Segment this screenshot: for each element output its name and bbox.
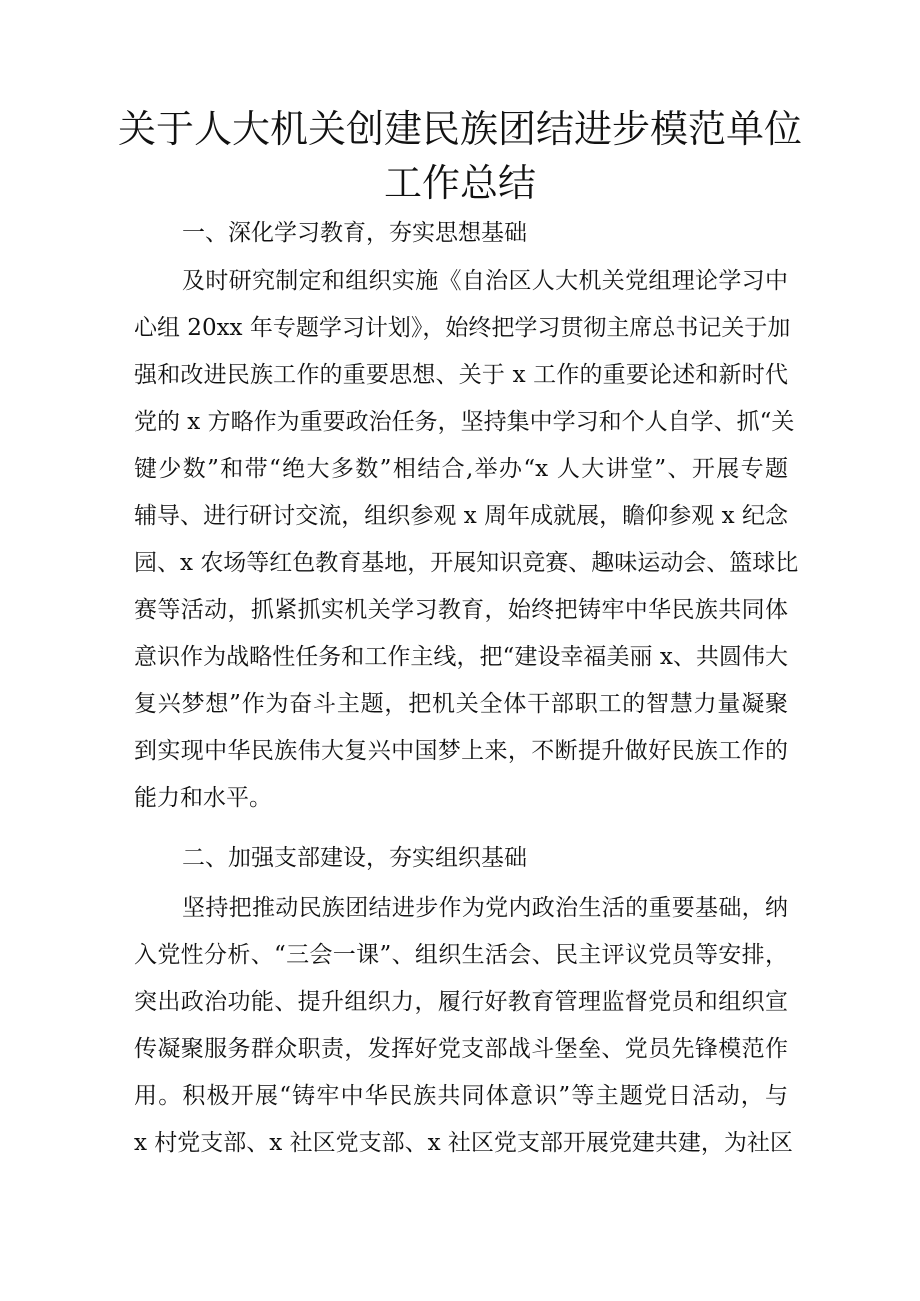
paragraph-line: x 村党支部、x 社区党支部、x 社区党支部开展党建共建，为社区 xyxy=(134,1130,793,1156)
paragraph-line: 传凝聚服务群众职责，发挥好党支部战斗堡垒、党员先锋模范作 xyxy=(134,1036,788,1062)
paragraph-line: 及时研究制定和组织实施《自治区人大机关党组理论学习中 xyxy=(182,268,788,294)
paragraph-line: 心组 20xx 年专题学习计划》，始终把学习贯彻主席总书记关于加 xyxy=(134,315,791,341)
section-2-heading: 二、加强支部建设，夯实组织基础 xyxy=(182,845,527,871)
paragraph-line: 强和改进民族工作的重要思想、关于 x 工作的重要论述和新时代 xyxy=(134,362,788,388)
paragraph-line: 赛等活动，抓紧抓实机关学习教育，始终把铸牢中华民族共同体 xyxy=(134,597,788,623)
paragraph-line: 坚持把推动民族团结进步作为党内政治生活的重要基础，纳 xyxy=(182,895,788,921)
paragraph-line: 突出政治功能、提升组织力，履行好教育管理监督党员和组织宣 xyxy=(134,989,788,1015)
paragraph-line: 复兴梦想”作为奋斗主题，把机关全体干部职工的智慧力量凝聚 xyxy=(134,691,788,717)
document-title-line-1: 关于人大机关创建民族团结进步模范单位 xyxy=(117,107,802,151)
paragraph-line: 能力和水平。 xyxy=(134,785,272,811)
paragraph-line: 党的 x 方略作为重要政治任务，坚持集中学习和个人自学、抓“关 xyxy=(134,409,795,435)
paragraph-line: 意识作为战略性任务和工作主线，把“建设幸福美丽 x、共圆伟大 xyxy=(134,644,788,670)
paragraph-line: 键少数”和带“绝大多数”相结合,举办“x 人大讲堂”、开展专题 xyxy=(134,456,788,482)
document-title-line-2: 工作总结 xyxy=(383,161,536,205)
paragraph-line: 用。积极开展“铸牢中华民族共同体意识”等主题党日活动，与 xyxy=(134,1083,788,1109)
section-1-heading: 一、深化学习教育，夯实思想基础 xyxy=(182,220,527,246)
paragraph-line: 到实现中华民族伟大复兴中国梦上来，不断提升做好民族工作的 xyxy=(134,738,788,764)
paragraph-line: 园、x 农场等红色教育基地，开展知识竞赛、趣味运动会、篮球比 xyxy=(134,550,799,576)
paragraph-line: 辅导、进行研讨交流，组织参观 x 周年成就展，瞻仰参观 x 纪念 xyxy=(134,503,788,529)
paragraph-line: 入党性分析、“三会一课”、组织生活会、民主评议党员等安排， xyxy=(134,942,788,968)
